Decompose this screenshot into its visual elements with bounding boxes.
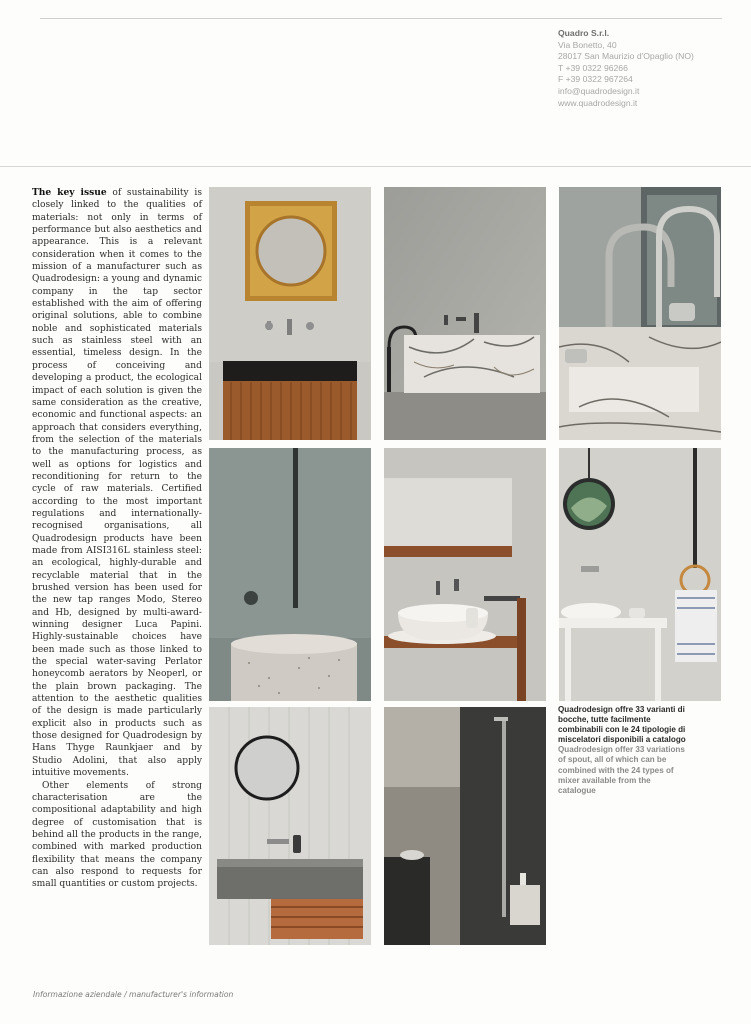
article-paragraph-1 xyxy=(32,187,202,780)
photo-terrazzo-basin xyxy=(209,448,371,701)
photo-gold-mirror-vanity xyxy=(209,187,371,440)
photo-caption xyxy=(558,705,688,796)
article-lead: The key issue xyxy=(32,187,107,198)
contact-city: 28017 San Maurizio d'Opaglio (NO) xyxy=(558,51,694,62)
photo-round-basin-shelf xyxy=(384,448,546,701)
contact-website[interactable]: www.quadrodesign.it xyxy=(558,97,638,108)
contact-email[interactable]: info@quadrodesign.it xyxy=(558,85,640,96)
section-divider xyxy=(0,166,751,167)
photo-round-mirror-towel xyxy=(559,448,721,701)
article-paragraph-2: Other elements of strong characterisation are the compositional adaptability and high degree of customisation that is behind all the products in the range, combined with marked production flexibility that means the company can also respond to requests for small quantities or custom projects. xyxy=(32,780,202,890)
article-body xyxy=(32,187,202,891)
contact-block xyxy=(558,28,748,109)
article-paragraph-1-text: of sustainability is closely linked to the qualities of materials: not only in terms of performance but also aesthetics and appearance. This is a relevant consideration when it comes to the mission of a manufacturer such as Quadrodesign: a young and dynamic company in the tap sector established with the aim of offering original solutions, able to combine noble and sophisticated materials such as stainless steel with an essential, timeless design. In the process of conceiving and developing a product, the ecological impact of each solution is given the same consideration as the creative, economic and functional aspects: an approach that considers everything, from the selection of the materials to the manufacturing process, as well as options for logistics and reconditioning for return to the cycle of raw materials. Certified according to the most important regulations and internationally-recognised organisations, all Quadrodesign products have been made from AISI316L stainless steel: an ecological, highly-durable and recyclable material that in the brushed version has been used for the new tap ranges Modo, Stereo and Hb, designed by multi-award-winning designer Luca Papini. Highly-sustainable choices have been made such as those linked to the special water-saving Perlator honeycomb aerators by Neoperl, or the plain brown packaging. The attention to the aesthetic qualities of the design is made particularly explicit also in products such as those designed for Quadrodesign by Hans Thyge Raunkjaer and by Studio Adolini, that also apply intuitive movements. xyxy=(32,188,202,779)
caption-english: Quadrodesign offer 33 variations of spout, all of which can be combined with the 24 types of mixer available from the catalogue xyxy=(558,745,685,795)
photo-marble-basin xyxy=(384,187,546,440)
photo-shower-niche xyxy=(384,707,546,945)
photo-grey-basin-mirror xyxy=(209,707,371,945)
caption-italian: Quadrodesign offre 33 varianti di bocche, tutte facilmente combinabili con le 24 tipologie di miscelatori disponibili a catalogo xyxy=(558,705,686,745)
contact-address: Via Bonetto, 40 xyxy=(558,39,617,50)
contact-fax: F +39 0322 967264 xyxy=(558,74,633,85)
top-rule xyxy=(40,18,722,19)
photo-tap-closeup xyxy=(559,187,721,440)
page-footer: Informazione aziendale / manufacturer's information xyxy=(33,990,234,999)
company-name: Quadro S.r.l. xyxy=(558,28,610,38)
contact-phone: T +39 0322 96266 xyxy=(558,62,628,73)
